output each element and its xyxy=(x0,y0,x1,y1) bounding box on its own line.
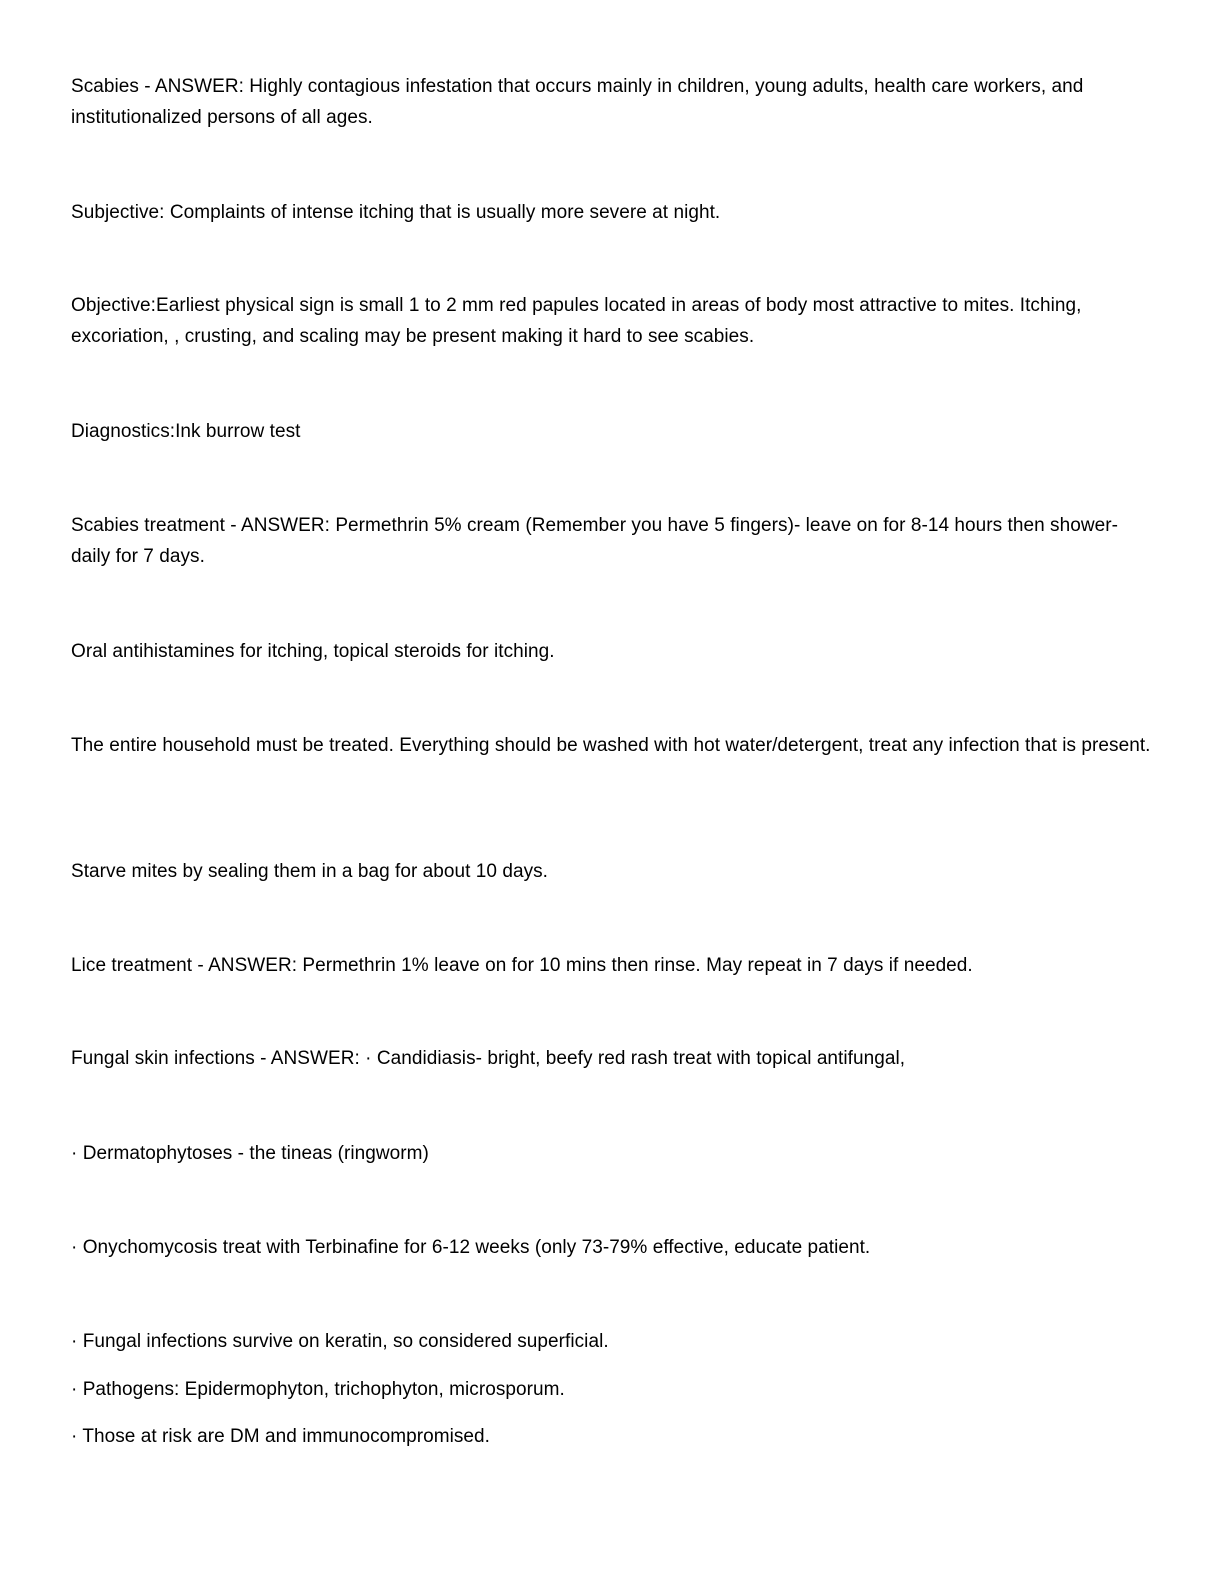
paragraph-diagnostics: Diagnostics:Ink burrow test xyxy=(71,421,301,442)
paragraph-keratin: · Fungal infections survive on keratin, so considered superficial. xyxy=(71,1331,609,1352)
paragraph-fungal-infections: Fungal skin infections - ANSWER: · Candidiasis- bright, beefy red rash treat with topical antifungal, xyxy=(71,1048,906,1069)
paragraph-antihistamines: Oral antihistamines for itching, topical steroids for itching. xyxy=(71,641,555,662)
paragraph-dermatophytoses: · Dermatophytoses - the tineas (ringworm) xyxy=(71,1143,429,1164)
paragraph-at-risk: · Those at risk are DM and immunocompromised. xyxy=(71,1426,490,1447)
paragraph-objective: Objective:Earliest physical sign is small 1 to 2 mm red papules located in areas of body most attractive to mites. Itching, excoriation, , crusting, and scaling may be present making it hard to see scabies. xyxy=(71,295,1082,347)
paragraph-onychomycosis: · Onychomycosis treat with Terbinafine for 6-12 weeks (only 73-79% effective, educate patient. xyxy=(71,1237,871,1258)
paragraph-lice-treatment: Lice treatment - ANSWER: Permethrin 1% leave on for 10 mins then rinse. May repeat in 7 days if needed. xyxy=(71,955,973,976)
paragraph-scabies-definition: Scabies - ANSWER: Highly contagious infestation that occurs mainly in children, young adults, health care workers, and institutionalized persons of all ages. xyxy=(71,76,1084,128)
paragraph-starve-mites: Starve mites by sealing them in a bag for about 10 days. xyxy=(71,861,549,882)
paragraph-scabies-treatment: Scabies treatment - ANSWER: Permethrin 5% cream (Remember you have 5 fingers)- leave on for 8-14 hours then shower- daily for 7 days. xyxy=(71,515,1118,567)
paragraph-subjective: Subjective: Complaints of intense itching that is usually more severe at night. xyxy=(71,202,721,223)
paragraph-household: The entire household must be treated. Everything should be washed with hot water/detergent, treat any infection that is present. xyxy=(71,735,1151,756)
paragraph-pathogens: · Pathogens: Epidermophyton, trichophyton, microsporum. xyxy=(71,1379,565,1400)
